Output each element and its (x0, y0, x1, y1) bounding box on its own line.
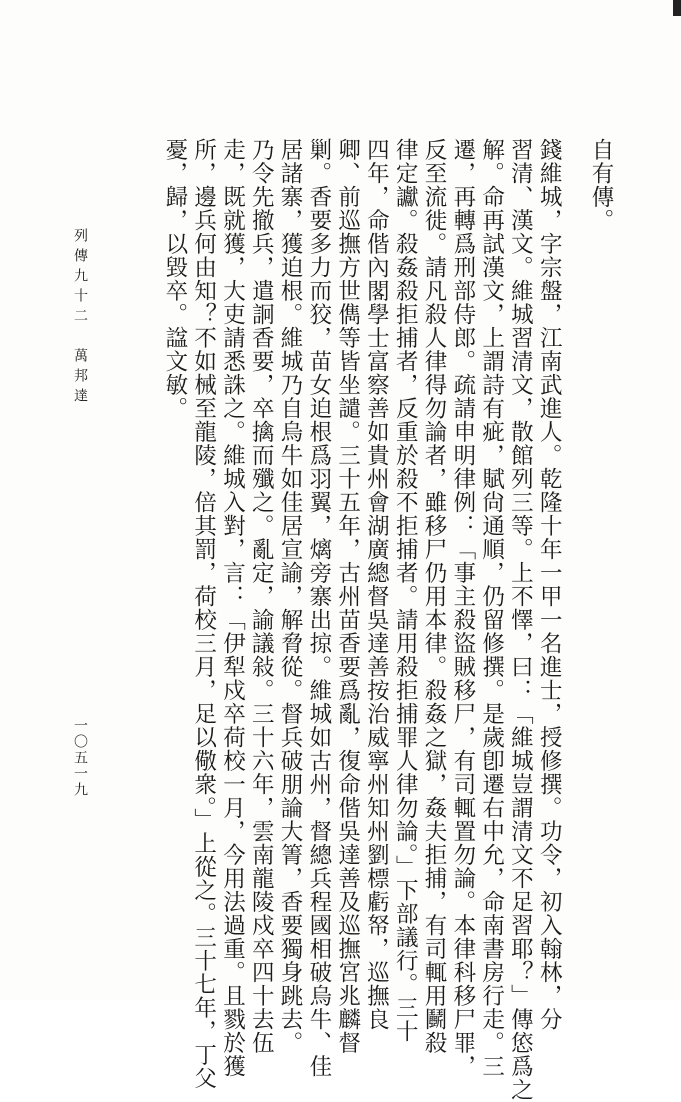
text-column: 卿、前巡撫方世儁等皆坐譴。三十五年，古州苗香要爲亂，復命偕吳達善及巡撫宮兆麟督 (334, 138, 361, 1055)
text-column: 遷，再轉爲刑部侍郎。疏請申明律例：「事主殺盜賊移尸，有司輒置勿論。本律科移尸罪， (449, 138, 476, 1078)
text-column: 走，既就獲，大吏請悉誅之。維城入對，言：「伊犁戍卒荷校一月，今用法過重。且戮於獲 (219, 138, 246, 1078)
text-column: 乃令先撤兵，遣詗香要，卒擒而殲之。亂定，諭議敍。三十六年，雲南龍陵戍卒四十去伍 (248, 138, 275, 1055)
page-number: 一〇五一九 (72, 718, 88, 798)
text-column: 居諸寨，獲迫根。維城乃自烏牛如佳居宣諭，解脅從。督兵破朋論大箐，香要獨身跳去。 (277, 138, 304, 1055)
text-column: 憂，歸，以毀卒。諡文敏。 (161, 138, 188, 420)
text-column: 錢維城，字宗盤，江南武進人。乾隆十年一甲一名進士，授修撰。功令，初入翰林，分 (536, 138, 563, 1031)
text-column: 自有傳。 (588, 138, 614, 232)
text-column: 反至流徙。請凡殺人律得勿論者，雖移尸仍用本律。殺姦之獄，姦夫拒捕，有司輒用鬭殺 (421, 138, 448, 1055)
running-head: 列傳九十二 萬邦達 (72, 228, 88, 408)
scan-edge-mark (673, 0, 681, 16)
text-column: 四年，命偕內閣學士富察善如貴州會湖廣總督吳達善按治威寧州知州劉標虧帑，巡撫良 (363, 138, 390, 1031)
text-column: 剿。香要多力而狡，苗女迫根爲羽翼，㷰旁寨出掠。維城如古州，督總兵程國相破烏牛、佳 (305, 138, 332, 1078)
main-text (160, 138, 615, 1102)
text-column: 所，邊兵何由知？不如械至龍陵，倍其罰，荷校三月，足以儆衆。」上從之。三十七年，丁父 (190, 138, 217, 1091)
text-column: 律定讞。殺姦殺拒捕者，反重於殺不拒捕者。請用殺拒捕罪人律勿論。」下部議行。三十 (392, 138, 419, 1044)
text-column: 習清、漢文。維城習清文，散館列三等。上不懌，曰：「維城豈謂清文不足習耶？」傳㥋爲之 (507, 138, 534, 1102)
text-column: 解。命再試漢文，上謂詩有疵，賦尙通順，仍留修撰。是歲卽遷右中允，命南書房行走。三 (478, 138, 505, 1078)
